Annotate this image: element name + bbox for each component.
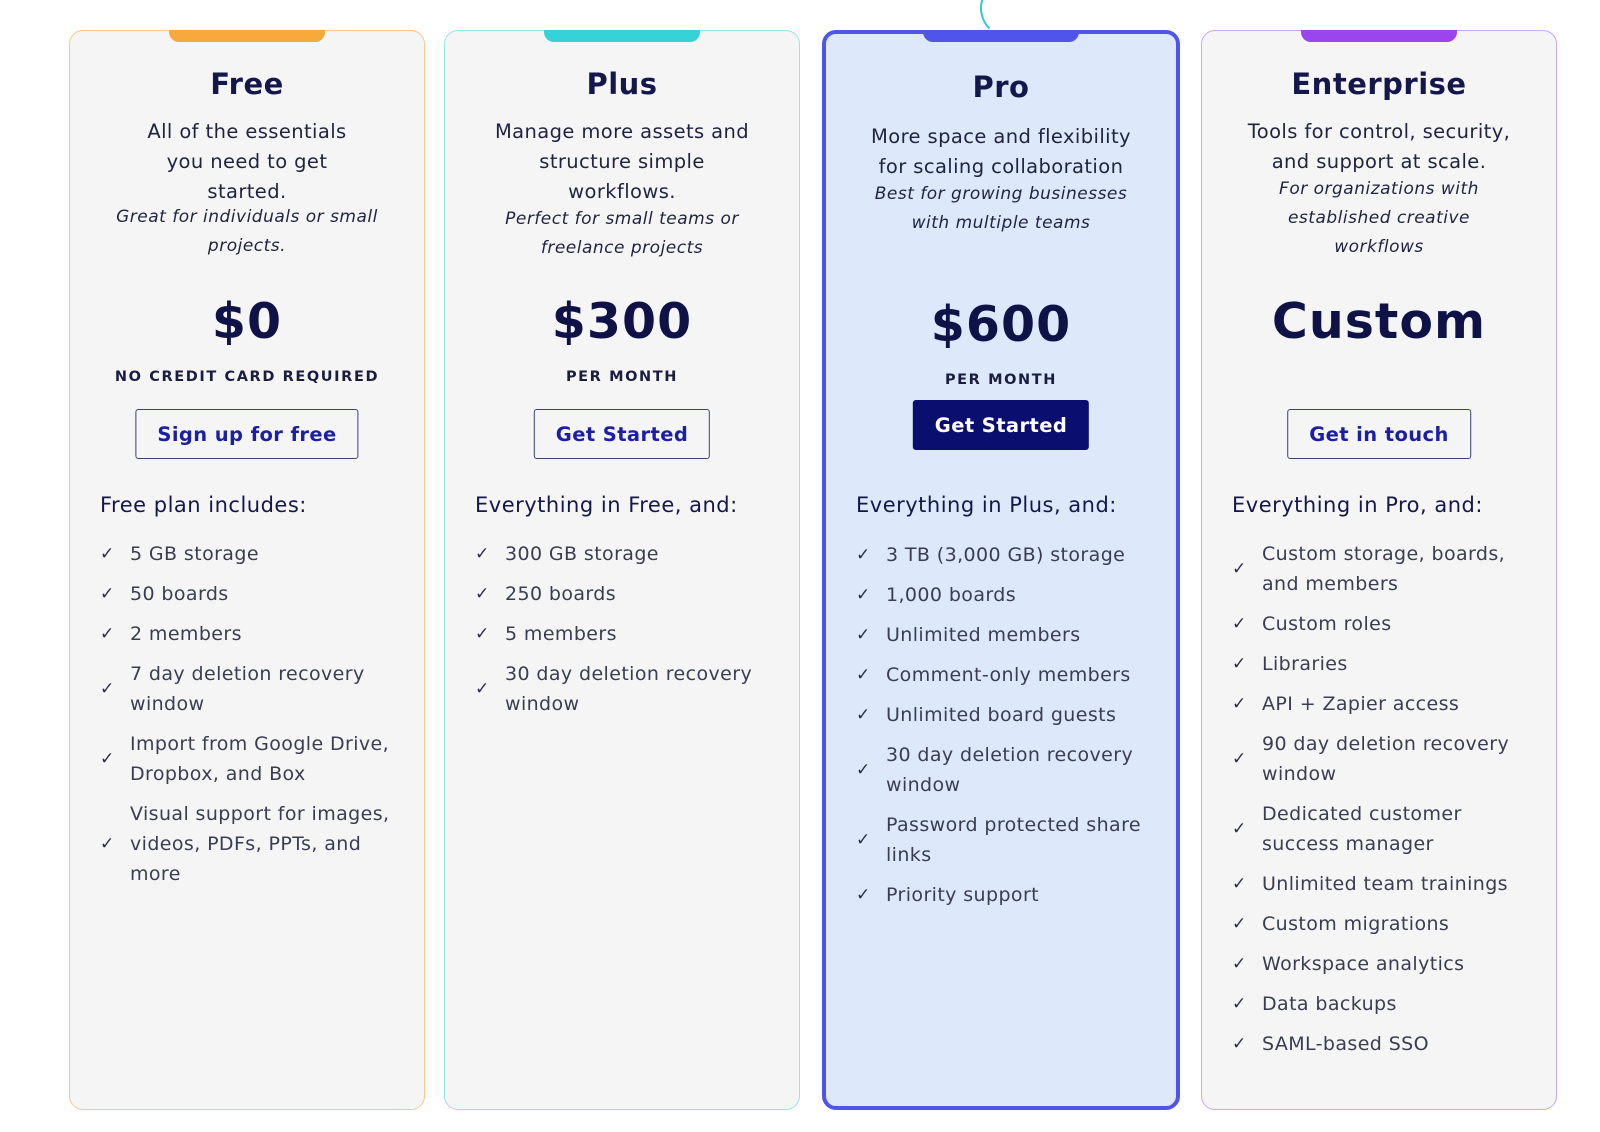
- feature-item: ✓ Priority support: [856, 880, 1158, 910]
- feature-item: ✓ 50 boards: [100, 579, 406, 609]
- feature-item: ✓ 90 day deletion recovery window: [1232, 733, 1510, 785]
- check-icon: ✓: [100, 544, 115, 564]
- feature-item: ✓ Data backups: [1232, 989, 1538, 1019]
- plan-description: [469, 117, 775, 263]
- feature-item: ✓ Custom migrations: [1232, 909, 1538, 939]
- check-icon: ✓: [1232, 614, 1247, 634]
- plan-description: [1226, 117, 1532, 262]
- features-title: Everything in Free, and:: [475, 493, 738, 517]
- feature-item: ✓ Comment-only members: [856, 660, 1158, 690]
- feature-item: ✓ Workspace analytics: [1232, 949, 1538, 979]
- feature-list: [100, 539, 406, 899]
- check-icon: ✓: [1232, 749, 1247, 769]
- plan-name: Pro: [972, 70, 1030, 104]
- check-icon: ✓: [856, 760, 871, 780]
- feature-list: [856, 540, 1158, 920]
- plan-accent-tab: [923, 30, 1079, 42]
- check-icon: ✓: [1232, 914, 1247, 934]
- feature-item: ✓ SAML-based SSO: [1232, 1029, 1538, 1059]
- plan-price: $300: [551, 293, 693, 350]
- price-note: PER MONTH: [944, 372, 1058, 388]
- plan-subtitle: Perfect for small teams or freelance projects: [505, 209, 739, 258]
- feature-item: ✓ 250 boards: [475, 579, 781, 609]
- plan-description-text: All of the essentials you need to get started.: [147, 120, 347, 203]
- feature-item: ✓ 7 day deletion recovery window: [100, 663, 365, 715]
- check-icon: ✓: [100, 749, 115, 769]
- plan-accent-tab: [169, 30, 325, 42]
- check-icon: ✓: [856, 665, 871, 685]
- plan-price: $600: [930, 296, 1072, 353]
- feature-item: ✓ Import from Google Drive, Dropbox, and Box: [100, 733, 390, 785]
- check-icon: ✓: [1232, 994, 1247, 1014]
- check-icon: ✓: [856, 625, 871, 645]
- features-title: Free plan includes:: [100, 493, 307, 517]
- check-icon: ✓: [856, 705, 871, 725]
- plan-name: Plus: [586, 67, 658, 101]
- plan-card-pro: [822, 30, 1180, 1110]
- sign-up-free-button[interactable]: Sign up for free: [135, 409, 358, 459]
- plan-card-plus: [444, 30, 800, 1110]
- check-icon: ✓: [1232, 819, 1247, 839]
- feature-item: ✓ 5 members: [475, 619, 781, 649]
- check-icon: ✓: [856, 830, 871, 850]
- plan-price: Custom: [1271, 293, 1487, 350]
- check-icon: ✓: [475, 544, 490, 564]
- get-in-touch-button[interactable]: Get in touch: [1287, 409, 1471, 459]
- price-note: PER MONTH: [565, 369, 679, 385]
- plan-description-text: Tools for control, security, and support at scale.: [1247, 120, 1511, 173]
- get-started-button[interactable]: Get Started: [913, 400, 1089, 450]
- plan-description: [850, 122, 1152, 238]
- feature-item: ✓ Libraries: [1232, 649, 1538, 679]
- check-icon: ✓: [1232, 874, 1247, 894]
- feature-item: ✓ 30 day deletion recovery window: [856, 744, 1134, 796]
- feature-item: ✓ 300 GB storage: [475, 539, 781, 569]
- feature-item: ✓ Unlimited board guests: [856, 700, 1158, 730]
- feature-item: ✓ 5 GB storage: [100, 539, 406, 569]
- price-note: NO CREDIT CARD REQUIRED: [114, 369, 380, 385]
- check-icon: ✓: [1232, 954, 1247, 974]
- plan-name: Free: [210, 67, 284, 101]
- check-icon: ✓: [856, 545, 871, 565]
- check-icon: ✓: [1232, 559, 1247, 579]
- feature-item: ✓ Custom roles: [1232, 609, 1538, 639]
- check-icon: ✓: [1232, 694, 1247, 714]
- feature-item: ✓ 2 members: [100, 619, 406, 649]
- feature-item: ✓ 30 day deletion recovery window: [475, 663, 753, 715]
- check-icon: ✓: [100, 624, 115, 644]
- check-icon: ✓: [1232, 654, 1247, 674]
- plan-description-text: More space and flexibility for scaling collaboration: [871, 125, 1131, 178]
- check-icon: ✓: [475, 679, 490, 699]
- feature-item: ✓ API + Zapier access: [1232, 689, 1538, 719]
- plan-subtitle: Great for individuals or small projects.: [116, 207, 378, 256]
- plan-accent-tab: [544, 30, 700, 42]
- plan-subtitle: Best for growing businesses with multiple teams: [874, 184, 1128, 233]
- feature-item: ✓ Password protected share links: [856, 814, 1141, 866]
- feature-list: [1232, 539, 1538, 1069]
- plan-subtitle: For organizations with established creative workflows: [1279, 179, 1479, 257]
- plan-accent-tab: [1301, 30, 1457, 42]
- check-icon: ✓: [856, 585, 871, 605]
- check-icon: ✓: [856, 885, 871, 905]
- feature-list: [475, 539, 781, 729]
- check-icon: ✓: [100, 584, 115, 604]
- plan-description-text: Manage more assets and structure simple workflows.: [494, 120, 750, 203]
- feature-item: ✓ 3 TB (3,000 GB) storage: [856, 540, 1158, 570]
- check-icon: ✓: [1232, 1034, 1247, 1054]
- feature-item: ✓ Visual support for images, videos, PDFs, PPTs, and more: [100, 803, 390, 885]
- features-title: Everything in Plus, and:: [856, 493, 1117, 517]
- features-title: Everything in Pro, and:: [1232, 493, 1483, 517]
- feature-item: ✓ Dedicated customer success manager: [1232, 803, 1462, 855]
- check-icon: ✓: [475, 624, 490, 644]
- plan-description: [94, 117, 400, 261]
- check-icon: ✓: [475, 584, 490, 604]
- feature-item: ✓ Unlimited members: [856, 620, 1158, 650]
- feature-item: ✓ 1,000 boards: [856, 580, 1158, 610]
- plan-price: $0: [211, 293, 283, 350]
- plan-name: Enterprise: [1291, 67, 1467, 101]
- check-icon: ✓: [100, 834, 115, 854]
- feature-item: ✓ Unlimited team trainings: [1232, 869, 1538, 899]
- plan-card-free: [69, 30, 425, 1110]
- get-started-button[interactable]: Get Started: [534, 409, 710, 459]
- plan-card-enterprise: [1201, 30, 1557, 1110]
- feature-item: ✓ Custom storage, boards, and members: [1232, 543, 1506, 595]
- check-icon: ✓: [100, 679, 115, 699]
